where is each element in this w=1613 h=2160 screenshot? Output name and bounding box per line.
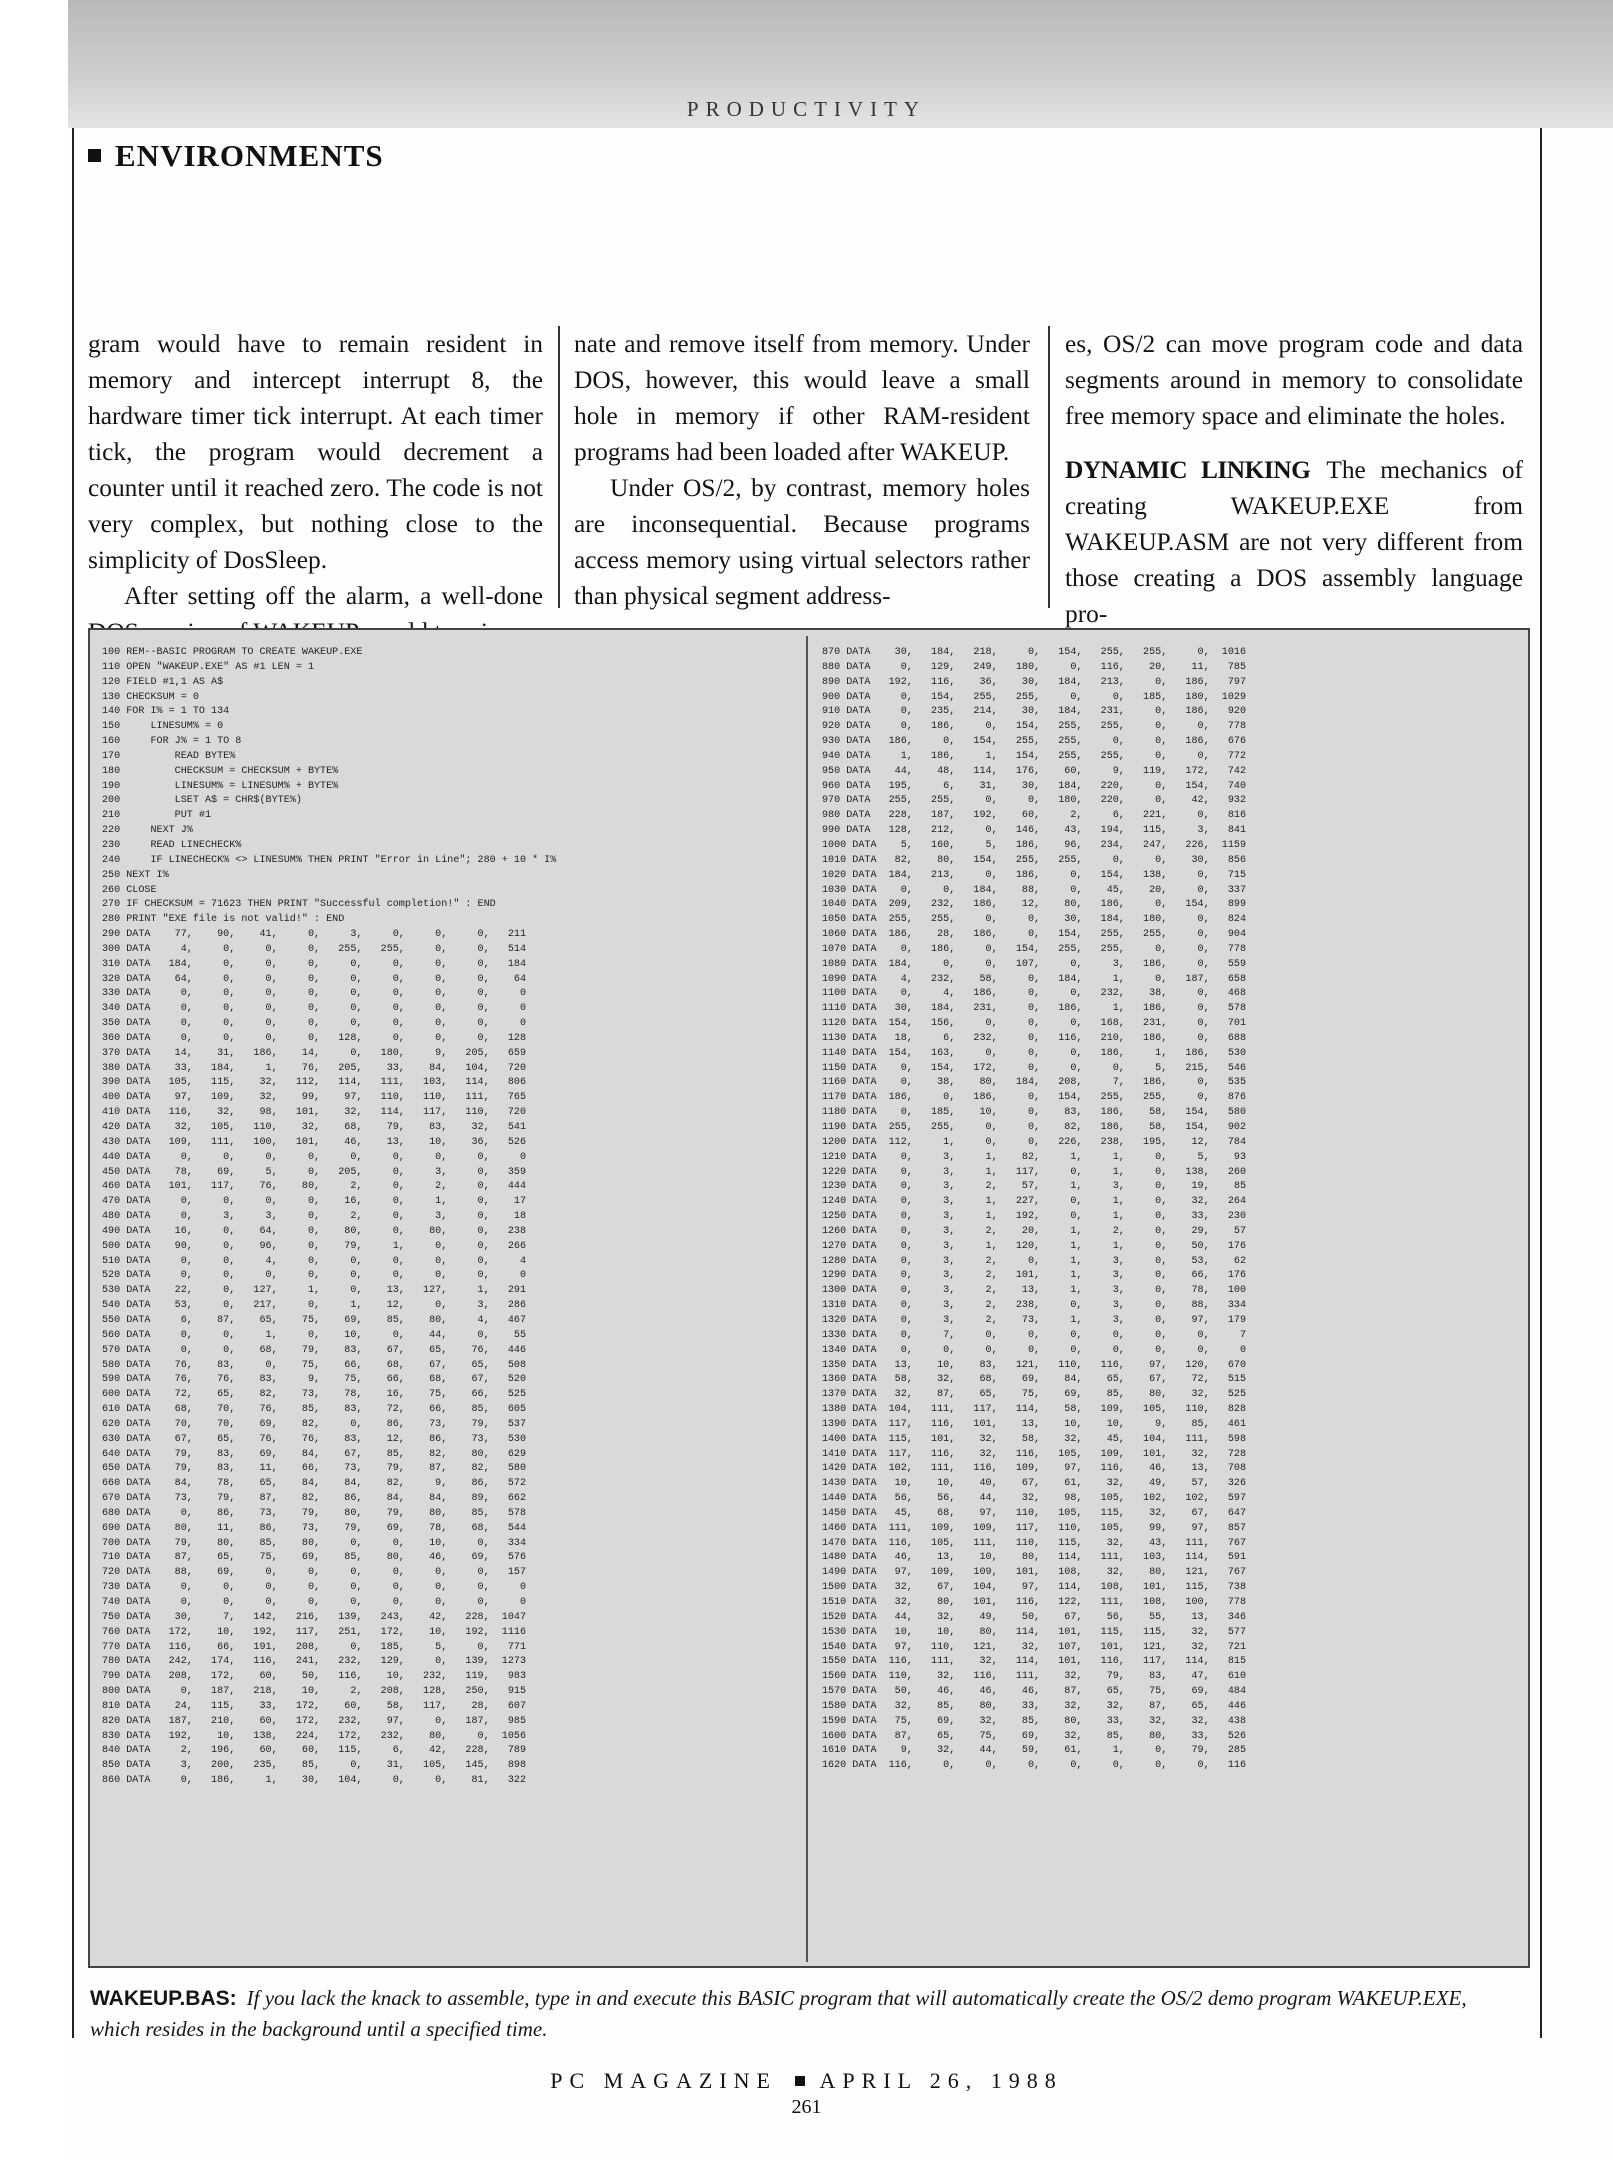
code-line: 780 DATA 242, 174, 116, 241, 232, 129, 0, 139, 1273	[102, 1656, 527, 1668]
code-line: 840 DATA 2, 196, 60, 60, 115, 6, 42, 228, 789	[102, 1745, 527, 1757]
code-line: 180 CHECKSUM = CHECKSUM + BYTE%	[102, 765, 339, 777]
code-line: 510 DATA 0, 0, 4, 0, 0, 0, 0, 0, 4	[102, 1255, 527, 1267]
code-line: 1360 DATA 58, 32, 68, 69, 84, 65, 67, 72, 515	[822, 1374, 1247, 1386]
code-line: 1330 DATA 0, 7, 0, 0, 0, 0, 0, 0, 7	[822, 1329, 1247, 1341]
code-line: 100 REM--BASIC PROGRAM TO CREATE WAKEUP.EXE	[102, 647, 363, 658]
code-line: 990 DATA 128, 212, 0, 146, 43, 194, 115, 3, 841	[822, 825, 1247, 837]
code-line: 1220 DATA 0, 3, 1, 117, 0, 1, 0, 138, 260	[822, 1166, 1247, 1178]
code-line: 530 DATA 22, 0, 127, 1, 0, 13, 127, 1, 291	[102, 1285, 527, 1297]
code-line: 320 DATA 64, 0, 0, 0, 0, 0, 0, 0, 64	[102, 973, 527, 985]
page-number: 261	[791, 2096, 822, 2118]
code-line: 1520 DATA 44, 32, 49, 50, 67, 56, 55, 13, 346	[822, 1611, 1247, 1623]
code-line: 1160 DATA 0, 38, 80, 184, 208, 7, 186, 0, 535	[822, 1077, 1247, 1089]
code-line: 130 CHECKSUM = 0	[102, 691, 199, 703]
caption-text: If you lack the knack to assemble, type in and execute this BASIC program that will automatically create the OS/2 demo program WAKEUP.EXE, which resides in the background until a specified time.	[90, 1986, 1467, 2041]
code-line: 1270 DATA 0, 3, 1, 120, 1, 1, 0, 50, 176	[822, 1240, 1247, 1252]
code-line: 590 DATA 76, 76, 83, 9, 75, 66, 68, 67, 520	[102, 1374, 527, 1386]
code-line: 150 LINESUM% = 0	[102, 721, 224, 733]
code-line: 290 DATA 77, 90, 41, 0, 3, 0, 0, 0, 211	[102, 929, 527, 941]
code-line: 1150 DATA 0, 154, 172, 0, 0, 0, 5, 215, 546	[822, 1062, 1247, 1074]
code-line: 110 OPEN "WAKEUP.EXE" AS #1 LEN = 1	[102, 661, 315, 673]
code-line: 330 DATA 0, 0, 0, 0, 0, 0, 0, 0, 0	[102, 988, 527, 1000]
code-line: 430 DATA 109, 111, 100, 101, 46, 13, 10, 36, 526	[102, 1136, 527, 1148]
code-line: 980 DATA 228, 187, 192, 60, 2, 6, 221, 0, 816	[822, 810, 1247, 822]
magazine-name: PC MAGAZINE	[550, 2068, 777, 2093]
code-line: 850 DATA 3, 200, 235, 85, 0, 31, 105, 145, 898	[102, 1760, 527, 1772]
code-line: 520 DATA 0, 0, 0, 0, 0, 0, 0, 0, 0	[102, 1270, 527, 1282]
code-line: 620 DATA 70, 70, 69, 82, 0, 86, 73, 79, 537	[102, 1418, 527, 1430]
code-line: 1510 DATA 32, 80, 101, 116, 122, 111, 108, 100, 778	[822, 1597, 1247, 1608]
code-line: 270 IF CHECKSUM = 71623 THEN PRINT "Successful completion!" : END	[102, 899, 496, 911]
code-line: 960 DATA 195, 6, 31, 30, 184, 220, 0, 154, 740	[822, 780, 1247, 792]
code-line: 560 DATA 0, 0, 1, 0, 10, 0, 44, 0, 55	[102, 1329, 527, 1341]
code-line: 1210 DATA 0, 3, 1, 82, 1, 1, 0, 5, 93	[822, 1151, 1247, 1163]
code-line: 630 DATA 67, 65, 76, 76, 83, 12, 86, 73, 530	[102, 1433, 527, 1445]
code-line: 1130 DATA 18, 6, 232, 0, 116, 210, 186, 0, 688	[822, 1032, 1247, 1044]
code-line: 690 DATA 80, 11, 86, 73, 79, 69, 78, 68, 544	[102, 1522, 527, 1534]
caption-label: WAKEUP.BAS:	[90, 1987, 237, 2010]
page-rule-left	[72, 128, 74, 2038]
paragraph: After setting off the alarm, a well-done	[124, 582, 543, 610]
code-line: 360 DATA 0, 0, 0, 0, 128, 0, 0, 0, 128	[102, 1032, 527, 1044]
code-line: 1050 DATA 255, 255, 0, 0, 30, 184, 180, 0, 824	[822, 914, 1247, 926]
paragraph: gram would have to remain resident in memory and intercept interrupt 8, the hardware timer tick interrupt. At each timer tick, the program would decrement a counter until it reached zero. The code is not very complex, but nothing close to the simplicity of DosSleep.	[88, 330, 543, 574]
paragraph: es, OS/2 can move program code and data segments around in memory to consolidate free memory space and eliminate the holes.	[1065, 330, 1523, 430]
code-line: 1370 DATA 32, 87, 65, 75, 69, 85, 80, 32, 525	[822, 1389, 1247, 1401]
code-line: 300 DATA 4, 0, 0, 0, 255, 255, 0, 0, 514	[102, 943, 527, 955]
code-line: 1030 DATA 0, 0, 184, 88, 0, 45, 20, 0, 337	[822, 884, 1247, 896]
code-line: 1290 DATA 0, 3, 2, 101, 1, 3, 0, 66, 176	[822, 1270, 1247, 1282]
paragraph: Under OS/2, by contrast, memory holes are inconsequential. Because programs access memory using virtual selectors rather than physical segment address-	[574, 474, 1030, 610]
code-line: 1620 DATA 116, 0, 0, 0, 0, 0, 0, 0, 116	[822, 1760, 1247, 1772]
code-line: 820 DATA 187, 210, 60, 172, 232, 97, 0, 187, 985	[102, 1715, 527, 1727]
code-line: 1170 DATA 186, 0, 186, 0, 154, 255, 255, 0, 876	[822, 1092, 1247, 1104]
code-line: 540 DATA 53, 0, 217, 0, 1, 12, 0, 3, 286	[102, 1300, 527, 1312]
code-line: 1480 DATA 46, 13, 10, 80, 114, 111, 103, 114, 591	[822, 1552, 1247, 1564]
code-line: 890 DATA 192, 116, 36, 30, 184, 213, 0, 186, 797	[822, 676, 1247, 688]
paragraph-text: The mechanics of creating WAKEUP.EXE from WAKEUP.ASM are not very different from those creating a DOS assembly language pro-	[1065, 456, 1523, 628]
code-line: 1550 DATA 116, 111, 32, 114, 101, 116, 117, 114, 815	[822, 1656, 1247, 1668]
code-line: 1320 DATA 0, 3, 2, 73, 1, 3, 0, 97, 179	[822, 1314, 1247, 1326]
column-heading	[88, 138, 384, 174]
code-line: 800 DATA 0, 187, 218, 10, 2, 208, 128, 250, 915	[102, 1686, 527, 1698]
code-line: 1390 DATA 117, 116, 101, 13, 10, 10, 9, 85, 461	[822, 1418, 1247, 1430]
code-line: 760 DATA 172, 10, 192, 117, 251, 172, 10, 192, 1116	[102, 1626, 527, 1638]
listing-column-left	[102, 646, 802, 1789]
column-divider	[558, 326, 560, 608]
code-line: 1540 DATA 97, 110, 121, 32, 107, 101, 121, 32, 721	[822, 1641, 1247, 1653]
code-line: 740 DATA 0, 0, 0, 0, 0, 0, 0, 0, 0	[102, 1597, 527, 1608]
code-line: 490 DATA 16, 0, 64, 0, 80, 0, 80, 0, 238	[102, 1225, 527, 1237]
code-line: 810 DATA 24, 115, 33, 172, 60, 58, 117, 28, 607	[102, 1700, 527, 1712]
code-line: 380 DATA 33, 184, 1, 76, 205, 33, 84, 104, 720	[102, 1062, 527, 1074]
code-line: 1340 DATA 0, 0, 0, 0, 0, 0, 0, 0, 0	[822, 1344, 1247, 1356]
listing-divider	[806, 636, 808, 1962]
code-line: 420 DATA 32, 105, 110, 32, 68, 79, 83, 32, 541	[102, 1122, 527, 1133]
scan-margin	[0, 0, 68, 2160]
code-line: 550 DATA 6, 87, 65, 75, 69, 85, 80, 4, 467	[102, 1314, 527, 1326]
code-line: 670 DATA 73, 79, 87, 82, 86, 84, 84, 89, 662	[102, 1493, 527, 1505]
code-line: 720 DATA 88, 69, 0, 0, 0, 0, 0, 0, 157	[102, 1567, 527, 1579]
code-line: 250 NEXT I%	[102, 869, 169, 881]
text-column-1	[88, 326, 543, 611]
code-line: 1560 DATA 110, 32, 116, 111, 32, 79, 83, 47, 610	[822, 1671, 1247, 1683]
code-line: 640 DATA 79, 83, 69, 84, 67, 85, 82, 80, 629	[102, 1448, 527, 1460]
code-line: 1070 DATA 0, 186, 0, 154, 255, 255, 0, 0, 778	[822, 943, 1247, 955]
code-line: 970 DATA 255, 255, 0, 0, 180, 220, 0, 42, 932	[822, 795, 1247, 807]
code-line: 610 DATA 68, 70, 76, 85, 83, 72, 66, 85, 605	[102, 1404, 527, 1416]
code-line: 650 DATA 79, 83, 11, 66, 73, 79, 87, 82, 580	[102, 1463, 527, 1475]
code-line: 700 DATA 79, 80, 85, 80, 0, 0, 10, 0, 334	[102, 1537, 527, 1549]
code-line: 1310 DATA 0, 3, 2, 238, 0, 3, 0, 88, 334	[822, 1300, 1247, 1312]
code-line: 1110 DATA 30, 184, 231, 0, 186, 1, 186, 0, 578	[822, 1003, 1247, 1015]
code-line: 1260 DATA 0, 3, 2, 20, 1, 2, 0, 29, 57	[822, 1225, 1247, 1237]
code-line: 260 CLOSE	[102, 884, 157, 896]
footer-bullet-icon	[795, 2076, 805, 2086]
listing-column-right	[822, 646, 1522, 1774]
code-line: 1590 DATA 75, 69, 32, 85, 80, 33, 32, 32, 438	[822, 1715, 1247, 1727]
code-line: 500 DATA 90, 0, 96, 0, 79, 1, 0, 0, 266	[102, 1240, 527, 1252]
code-line: 920 DATA 0, 186, 0, 154, 255, 255, 0, 0, 778	[822, 721, 1247, 733]
code-line: 410 DATA 116, 32, 98, 101, 32, 114, 117, 110, 720	[102, 1107, 527, 1119]
code-line: 1410 DATA 117, 116, 32, 116, 105, 109, 101, 32, 728	[822, 1448, 1247, 1460]
figure-caption	[90, 1983, 1520, 2045]
code-line: 230 READ LINECHECK%	[102, 839, 242, 851]
code-line: 120 FIELD #1,1 AS A$	[102, 676, 224, 688]
code-line: 1580 DATA 32, 85, 80, 33, 32, 32, 87, 65, 446	[822, 1700, 1247, 1712]
code-line: 480 DATA 0, 3, 3, 0, 2, 0, 3, 0, 18	[102, 1211, 527, 1223]
code-line: 730 DATA 0, 0, 0, 0, 0, 0, 0, 0, 0	[102, 1582, 527, 1594]
code-line: 1200 DATA 112, 1, 0, 0, 226, 238, 195, 12, 784	[822, 1136, 1247, 1148]
code-line: 1000 DATA 5, 160, 5, 186, 96, 234, 247, 226, 1159	[822, 839, 1247, 851]
code-line: 160 FOR J% = 1 TO 8	[102, 736, 242, 748]
code-line: 350 DATA 0, 0, 0, 0, 0, 0, 0, 0, 0	[102, 1018, 527, 1030]
code-line: 200 LSET A$ = CHR$(BYTE%)	[102, 795, 302, 807]
code-line: 930 DATA 186, 0, 154, 255, 255, 0, 0, 186, 676	[822, 736, 1247, 748]
code-line: 310 DATA 184, 0, 0, 0, 0, 0, 0, 0, 184	[102, 958, 527, 970]
code-line: 1020 DATA 184, 213, 0, 186, 0, 154, 138, 0, 715	[822, 869, 1247, 881]
code-line: 280 PRINT "EXE file is not valid!" : END	[102, 914, 345, 926]
code-line: 580 DATA 76, 83, 0, 75, 66, 68, 67, 65, 508	[102, 1359, 527, 1371]
section-label: PRODUCTIVITY	[686, 97, 927, 121]
code-line: 1430 DATA 10, 10, 40, 67, 61, 32, 49, 57, 326	[822, 1478, 1247, 1490]
code-line: 170 READ BYTE%	[102, 750, 236, 762]
code-line: 140 FOR I% = 1 TO 134	[102, 706, 230, 718]
code-line: 870 DATA 30, 184, 218, 0, 154, 255, 255, 0, 1016	[822, 647, 1247, 658]
column-divider	[1048, 326, 1050, 608]
code-line: 450 DATA 78, 69, 5, 0, 205, 0, 3, 0, 359	[102, 1166, 527, 1178]
code-line: 1040 DATA 209, 232, 186, 12, 80, 186, 0, 154, 899	[822, 899, 1247, 911]
code-line: 900 DATA 0, 154, 255, 255, 0, 0, 185, 180, 1029	[822, 691, 1247, 703]
code-line: 1250 DATA 0, 3, 1, 192, 0, 1, 0, 33, 230	[822, 1211, 1247, 1223]
code-line: 440 DATA 0, 0, 0, 0, 0, 0, 0, 0, 0	[102, 1151, 527, 1163]
code-line: 1240 DATA 0, 3, 1, 227, 0, 1, 0, 32, 264	[822, 1196, 1247, 1208]
code-line: 340 DATA 0, 0, 0, 0, 0, 0, 0, 0, 0	[102, 1003, 527, 1015]
code-line: 1230 DATA 0, 3, 2, 57, 1, 3, 0, 19, 85	[822, 1181, 1247, 1193]
code-line: 1470 DATA 116, 105, 111, 110, 115, 32, 43, 111, 767	[822, 1537, 1247, 1549]
code-line: 1490 DATA 97, 109, 109, 101, 108, 32, 80, 121, 767	[822, 1567, 1247, 1579]
code-line: 1280 DATA 0, 3, 2, 0, 1, 3, 0, 53, 62	[822, 1255, 1247, 1267]
code-line: 1460 DATA 111, 109, 109, 117, 110, 105, 99, 97, 857	[822, 1522, 1247, 1534]
code-line: 660 DATA 84, 78, 65, 84, 84, 82, 9, 86, 572	[102, 1478, 527, 1490]
code-line: 220 NEXT J%	[102, 825, 193, 837]
code-line: 770 DATA 116, 66, 191, 208, 0, 185, 5, 0, 771	[102, 1641, 527, 1653]
code-line: 1120 DATA 154, 156, 0, 0, 0, 168, 231, 0, 701	[822, 1018, 1247, 1030]
code-line: 1450 DATA 45, 68, 97, 110, 105, 115, 32, 67, 647	[822, 1507, 1247, 1519]
code-line: 1300 DATA 0, 3, 2, 13, 1, 3, 0, 78, 100	[822, 1285, 1247, 1297]
code-line: 1080 DATA 184, 0, 0, 107, 0, 3, 186, 0, 559	[822, 958, 1247, 970]
code-line: 1610 DATA 9, 32, 44, 59, 61, 1, 0, 79, 285	[822, 1745, 1247, 1757]
page-footer	[0, 2068, 1613, 2094]
code-line: 470 DATA 0, 0, 0, 0, 16, 0, 1, 0, 17	[102, 1196, 527, 1208]
code-line: 860 DATA 0, 186, 1, 30, 104, 0, 0, 81, 322	[102, 1775, 527, 1787]
issue-date: APRIL 26, 1988	[819, 2068, 1063, 2093]
code-line: 600 DATA 72, 65, 82, 73, 78, 16, 75, 66, 525	[102, 1389, 527, 1401]
paragraph	[1065, 452, 1523, 632]
code-line: 830 DATA 192, 10, 138, 224, 172, 232, 80, 0, 1056	[102, 1730, 527, 1742]
code-line: 1140 DATA 154, 163, 0, 0, 0, 186, 1, 186, 530	[822, 1047, 1247, 1059]
code-line: 950 DATA 44, 48, 114, 176, 60, 9, 119, 172, 742	[822, 765, 1247, 777]
code-line: 940 DATA 1, 186, 1, 154, 255, 255, 0, 0, 772	[822, 750, 1247, 762]
code-line: 400 DATA 97, 109, 32, 99, 97, 110, 110, 111, 765	[102, 1092, 527, 1104]
code-line: 190 LINESUM% = LINESUM% + BYTE%	[102, 780, 339, 792]
subhead-runin: DYNAMIC LINKING	[1065, 456, 1311, 484]
code-line: 880 DATA 0, 129, 249, 180, 0, 116, 20, 11, 785	[822, 661, 1247, 673]
code-line: 1090 DATA 4, 232, 58, 0, 184, 1, 0, 187, 658	[822, 973, 1247, 985]
column-name: ENVIRONMENTS	[115, 138, 384, 173]
code-line: 910 DATA 0, 235, 214, 30, 184, 231, 0, 186, 920	[822, 706, 1247, 718]
code-line: 710 DATA 87, 65, 75, 69, 85, 80, 46, 69, 576	[102, 1552, 527, 1564]
code-line: 210 PUT #1	[102, 810, 212, 822]
code-listing	[88, 628, 1530, 1968]
code-line: 750 DATA 30, 7, 142, 216, 139, 243, 42, 228, 1047	[102, 1611, 527, 1623]
code-line: 790 DATA 208, 172, 60, 50, 116, 10, 232, 119, 983	[102, 1671, 527, 1683]
code-line: 460 DATA 101, 117, 76, 80, 2, 0, 2, 0, 444	[102, 1181, 527, 1193]
code-line: 1190 DATA 255, 255, 0, 0, 82, 186, 58, 154, 902	[822, 1122, 1247, 1133]
code-line: 1500 DATA 32, 67, 104, 97, 114, 108, 101, 115, 738	[822, 1582, 1247, 1594]
text-column-3	[1065, 326, 1523, 628]
code-line: 240 IF LINECHECK% <> LINESUM% THEN PRINT "Error in Line"; 280 + 10 * I%	[102, 854, 557, 866]
code-line: 1180 DATA 0, 185, 10, 0, 83, 186, 58, 154, 580	[822, 1107, 1247, 1119]
code-line: 1420 DATA 102, 111, 116, 109, 97, 116, 46, 13, 708	[822, 1463, 1247, 1475]
code-line: 390 DATA 105, 115, 32, 112, 114, 111, 103, 114, 806	[102, 1077, 527, 1089]
code-line: 680 DATA 0, 86, 73, 79, 80, 79, 80, 85, 578	[102, 1507, 527, 1519]
code-line: 1440 DATA 56, 56, 44, 32, 98, 105, 102, 102, 597	[822, 1493, 1247, 1505]
code-line: 1400 DATA 115, 101, 32, 58, 32, 45, 104, 111, 598	[822, 1433, 1247, 1445]
code-line: 1350 DATA 13, 10, 83, 121, 110, 116, 97, 120, 670	[822, 1359, 1247, 1371]
code-line: 1060 DATA 186, 28, 186, 0, 154, 255, 255, 0, 904	[822, 929, 1247, 941]
page-rule-right	[1540, 128, 1542, 2038]
code-line: 1380 DATA 104, 111, 117, 114, 58, 109, 105, 110, 828	[822, 1404, 1247, 1416]
text-column-2	[574, 326, 1030, 611]
code-line: 370 DATA 14, 31, 186, 14, 0, 180, 9, 205, 659	[102, 1047, 527, 1059]
code-line: 1100 DATA 0, 4, 186, 0, 0, 232, 38, 0, 468	[822, 988, 1247, 1000]
code-line: 1530 DATA 10, 10, 80, 114, 101, 115, 115, 32, 577	[822, 1626, 1247, 1638]
code-line: 1010 DATA 82, 80, 154, 255, 255, 0, 0, 30, 856	[822, 854, 1247, 866]
code-line: 1600 DATA 87, 65, 75, 69, 32, 85, 80, 33, 526	[822, 1730, 1247, 1742]
heading-bullet-icon	[88, 149, 101, 162]
paragraph: nate and remove itself from memory. Under DOS, however, this would leave a small hole in memory if other RAM-resident programs had been loaded after WAKEUP.	[574, 330, 1030, 466]
code-line: 1570 DATA 50, 46, 46, 46, 87, 65, 75, 69, 484	[822, 1686, 1247, 1698]
code-line: 570 DATA 0, 0, 68, 79, 83, 67, 65, 76, 446	[102, 1344, 527, 1356]
